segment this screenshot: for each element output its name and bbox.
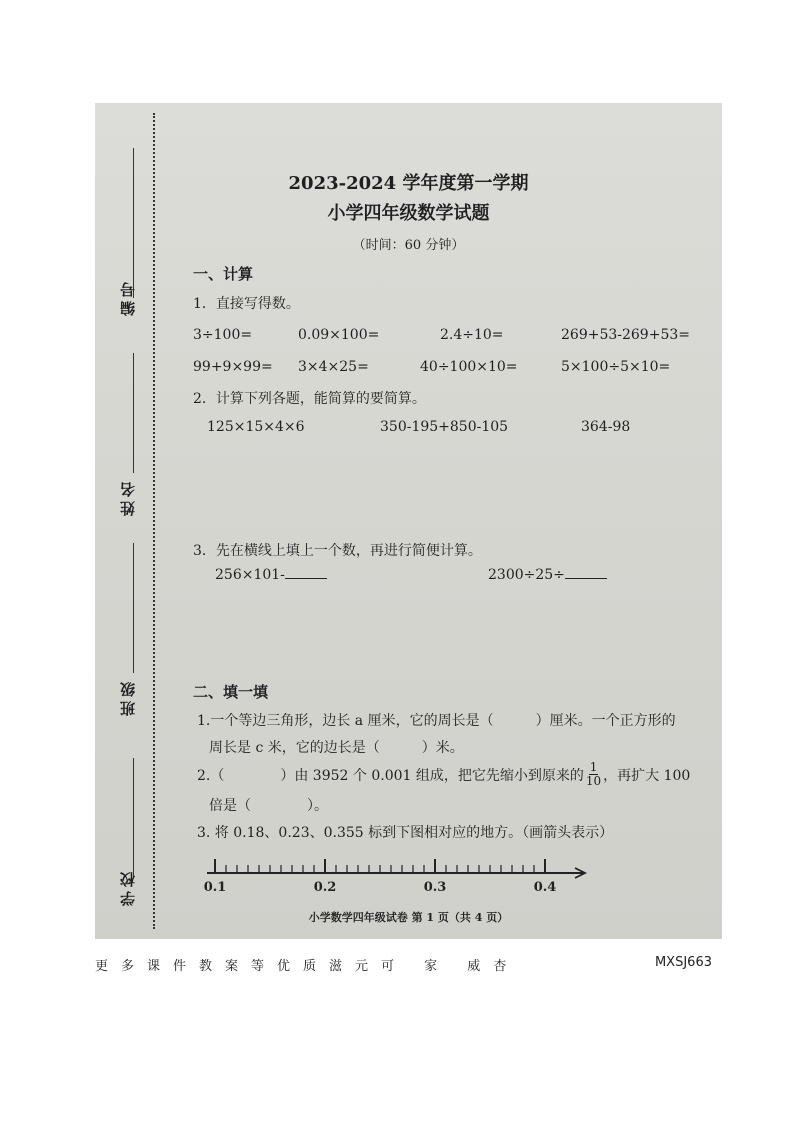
label-class: 班级 [119,678,137,716]
label-name: 姓名 [119,478,137,516]
fill-line-name [133,353,134,473]
fill-line-class [133,543,134,673]
exam-title: 2023-2024 学年度第一学期 [288,173,529,194]
answer-blank[interactable] [285,566,327,579]
time-note: （时间：60 分钟） [352,238,465,253]
calc-item: 3×4×25= [298,359,369,375]
calc-item: 125×15×4×6 [207,419,305,435]
q2-label: 2．计算下列各题，能简算的要简算。 [193,391,426,407]
calc-item: 99+9×99= [193,359,273,375]
bottom-watermark-line [95,955,722,975]
fill-calc-item [215,566,327,583]
fill-calc-text: 256×101- [215,567,285,583]
number-line-tick-label: 0.1 [203,880,227,893]
fraction [586,761,601,788]
calc-item: 2.4÷10= [440,327,504,343]
calc-item: 40÷100×10= [420,359,518,375]
fraction-denominator: 10 [585,774,602,788]
fill-line-school [133,758,134,878]
fill-q2-line2: 倍是（ ）。 [209,798,328,814]
exam-photo [95,103,722,939]
fill-q2-line1 [197,761,690,788]
calc-item: 269+53-269+53= [561,327,690,343]
calc-item: 3÷100= [193,327,253,343]
number-line[interactable] [203,851,593,893]
calc-item: 364-98 [581,419,631,435]
number-line-tick-label: 0.3 [423,880,447,893]
number-line-tick-label: 0.4 [533,880,557,893]
fill-q2-text-end: ，再扩大 100 [603,767,691,784]
fraction-numerator: 1 [589,760,598,774]
q3-label: 3．先在横线上填上一个数，再进行简便计算。 [193,543,482,559]
calc-item: 5×100÷5×10= [561,359,671,375]
exam-subtitle: 小学四年级数学试题 [327,203,490,224]
section-heading-calc: 一、计算 [193,265,254,283]
fill-q1-line1: 1.一个等边三角形，边长 a 厘米，它的周长是（ ）厘米。一个正方形的 [197,713,676,729]
section-heading-fill: 二、填一填 [193,683,269,701]
calc-item: 0.09×100= [298,327,380,343]
fill-calc-text: 2300÷25÷ [488,567,565,583]
calc-item: 350-195+850-105 [380,419,509,435]
bottom-code: MXSJ663 [654,955,712,970]
answer-blank[interactable] [565,566,607,579]
bottom-text: 更多课件教案等优质滋元可 家 威杏 [95,959,520,974]
number-line-tick-label: 0.2 [313,880,337,893]
label-school: 学校 [119,868,137,906]
fill-calc-item [488,566,607,583]
page-footer: 小学数学四年级试卷 第 1 页（共 4 页） [308,911,509,924]
fill-q2-text: 2.（ ）由 3952 个 0.001 组成，把它先缩小到原来的 [197,767,584,784]
fill-q3-label: 3. 将 0.18、0.23、0.355 标到下图相对应的地方。（画箭头表示） [197,825,614,841]
fill-q1-line2: 周长是 c 米，它的边长是（ ）米。 [209,740,464,756]
label-number: 编号 [119,278,137,316]
q1-label: 1．直接写得数。 [193,296,300,312]
